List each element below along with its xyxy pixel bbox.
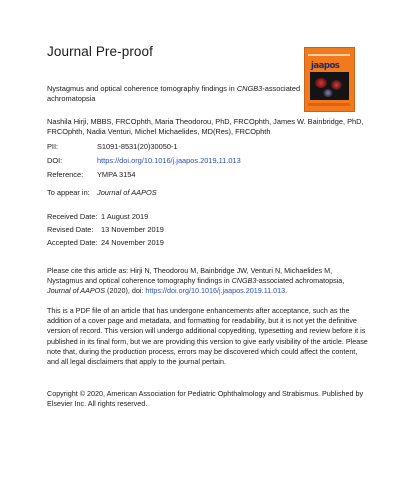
citation-doi-link[interactable]: https://doi.org/10.1016/j.jaapos.2019.11.013 <box>145 286 286 296</box>
citation-paragraph: Please cite this article as: Hirji N, Theodorou M, Bainbridge JW, Venturi N, Michaelides M, Nystagmus and optical coherence tomography findings in CNGB3-associated achromatopsia, Journal of AAPOS (2020), doi: https://doi.org/10.1016/j.jaapos.2019.11.013. <box>47 266 345 296</box>
disclaimer-paragraph: This is a PDF file of an article that has undergone enhancements after acceptance, such as the addition of a cover page and metadata, and formatting for readability, but it is not yet the definitive version of record. This version will undergo additional copyediting, typesetting and review before it is published in its final form, but we are providing this version to give early visibility of the article. Please note that, during the production process, errors may be discovered which could affect the content, and all legal disclaimers that apply to the journal pertain. <box>47 306 368 367</box>
doi-link[interactable]: https://doi.org/10.1016/j.jaapos.2019.11.013 <box>97 156 241 165</box>
copyright-notice: Copyright © 2020, American Association for Pediatric Ophthalmology and Strabismus. Published by Elsevier Inc. All rights reserved. <box>47 389 364 409</box>
cover-journal-logo: jaapos <box>311 61 340 71</box>
journal-pre-proof-heading: Journal Pre-proof <box>47 44 154 59</box>
pre-proof-page: Journal Pre-proof jaapos Nystagmus and optical coherence tomography findings in CNGB3-associated achromatopsia Nashila Hirji, MBBS, FRCOphth, Maria Theodorou, PhD, FRCOphth, James W. Bainbridge, PhD, FRCOphth, Nadia Venturi, Michel Michaelides, MD(Res), FRCOphth PII: S1091-8531(20)30050-1 DOI: https://doi.org/10.1016/j.jaapos.2019.11.013 Reference: YMPA 3154 To appear in: Journal of AAPOS Received Date: 1 August 2019 Revised Date: 13 November 2019 Accepted Date: 24 November 2019 Please cite this article as: Hirji N, Theodorou M, Bainbridge JW, Venturi N, Michaelides M, Nystagmus and optical coherence tomography findings in CNGB3-associated achromatopsia, Journal of AAPOS (2020), doi: https://doi.org/10.1016/j.jaapos.2019.11.013. This is a PDF file of an article that has undergone enhancements after acceptance, such as the addition of a cover page and metadata, and formatting for readability, but it is not yet the definitive version of record. This version will undergo additional copyediting, typesetting and review before it is published in its final form, but we are providing this version to give early visibility of the article. Please note that, during the production process, errors may be discovered which could affect the content, and all legal disclaimers that apply to the journal pertain. Copyright © 2020, American Association for Pediatric Ophthalmology and Strabismus. Published by Elsevier Inc. All rights reserved. <box>47 44 368 409</box>
article-title: Nystagmus and optical coherence tomography findings in CNGB3-associated achromatopsia <box>47 84 301 103</box>
cover-top-strip <box>308 54 350 56</box>
article-authors: Nashila Hirji, MBBS, FRCOphth, Maria Theodorou, PhD, FRCOphth, James W. Bainbridge, PhD, FRCOphth, Nadia Venturi, Michel Michaelides, MD(Res), FRCOphth <box>47 117 364 136</box>
